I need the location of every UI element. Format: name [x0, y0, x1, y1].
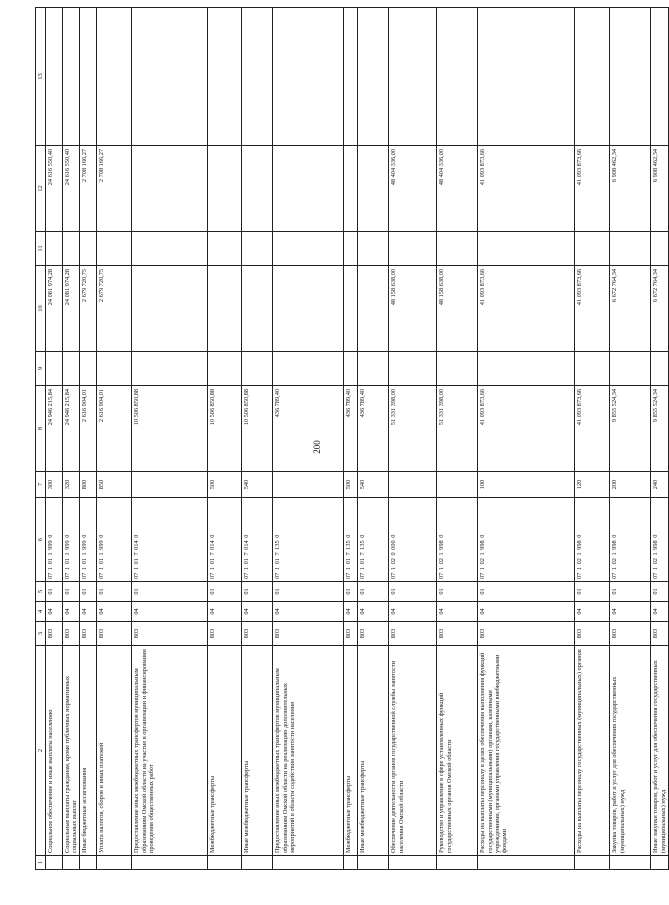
amount-col-12: [273, 146, 344, 232]
subsection-code: 01: [437, 582, 478, 602]
row-name: Обеспечение деятельности органов государственной службы занятости населения Омской области: [389, 646, 437, 856]
amount-col-8: 9 855 524,34: [610, 386, 651, 472]
amount-col-10: 24 081 974,28: [46, 266, 63, 352]
row-index-cell: [575, 856, 610, 870]
table-body: [46, 8, 669, 870]
section-code: 04: [80, 602, 97, 622]
amount-col-13: [389, 8, 437, 146]
target-article-code: 07 1 01 7 135 0: [358, 498, 389, 582]
amount-col-8: 436 789,40: [273, 386, 344, 472]
table-row: [344, 8, 358, 870]
amount-col-12: [208, 146, 242, 232]
expense-type-code: [273, 472, 344, 498]
expense-type-code: [437, 472, 478, 498]
ministry-code: 803: [344, 622, 358, 646]
amount-col-13: [132, 8, 208, 146]
row-index-cell: [344, 856, 358, 870]
amount-col-13: [208, 8, 242, 146]
amount-col-13: [478, 8, 575, 146]
ministry-code: 803: [437, 622, 478, 646]
section-code: 04: [610, 602, 651, 622]
subsection-code: 01: [208, 582, 242, 602]
amount-col-8: 51 331 398,00: [437, 386, 478, 472]
amount-col-11: [575, 232, 610, 266]
ministry-code: 803: [358, 622, 389, 646]
table-row: [437, 8, 478, 870]
table-row: [610, 8, 651, 870]
section-code: 04: [208, 602, 242, 622]
amount-col-8: 41 093 873,66: [575, 386, 610, 472]
row-index-cell: [80, 856, 97, 870]
ministry-code: 803: [389, 622, 437, 646]
amount-col-8: 9 855 524,34: [651, 386, 668, 472]
amount-col-10: 2 679 720,75: [80, 266, 97, 352]
target-article-code: 07 1 02 1 998 0: [651, 498, 668, 582]
amount-col-12: [132, 146, 208, 232]
ministry-code: 803: [208, 622, 242, 646]
amount-col-11: [208, 232, 242, 266]
row-name: Иные межбюджетные трансферты: [358, 646, 389, 856]
section-code: 04: [437, 602, 478, 622]
column-number-11: 11: [36, 232, 46, 266]
subsection-code: 01: [97, 582, 132, 602]
column-number-8: 8: [36, 386, 46, 472]
row-index-cell: [610, 856, 651, 870]
page-number: 200: [311, 440, 322, 454]
amount-col-10: [132, 266, 208, 352]
amount-col-10: [273, 266, 344, 352]
row-name: Руководство и управление в сфере установленных функций государственных органов Омской области: [437, 646, 478, 856]
amount-col-9: [46, 352, 63, 386]
amount-col-12: 41 093 873,66: [478, 146, 575, 232]
column-number-5: 5: [36, 582, 46, 602]
amount-col-11: [63, 232, 80, 266]
table-row: [389, 8, 437, 870]
row-name: Социальные выплаты гражданам, кроме публичных нормативных социальных выплат: [63, 646, 80, 856]
amount-col-13: [610, 8, 651, 146]
column-number-4: 4: [36, 602, 46, 622]
row-name: Уплата налогов, сборов и иных платежей: [97, 646, 132, 856]
target-article-code: 07 1 02 1 998 0: [610, 498, 651, 582]
target-article-code: 07 1 01 7 014 0: [242, 498, 273, 582]
amount-col-12: [358, 146, 389, 232]
expense-type-code: [389, 472, 437, 498]
amount-col-10: 6 672 764,34: [651, 266, 668, 352]
amount-col-13: [344, 8, 358, 146]
amount-col-11: [437, 232, 478, 266]
target-article-code: 07 1 01 7 014 0: [132, 498, 208, 582]
ministry-code: 803: [575, 622, 610, 646]
column-number-2: 2: [36, 646, 46, 856]
amount-col-12: 41 093 873,66: [575, 146, 610, 232]
section-code: 04: [63, 602, 80, 622]
row-name: Межбюджетные трансферты: [208, 646, 242, 856]
amount-col-11: [610, 232, 651, 266]
amount-col-12: 2 708 166,27: [97, 146, 132, 232]
target-article-code: 07 1 01 1 999 0: [46, 498, 63, 582]
amount-col-10: 41 093 873,66: [478, 266, 575, 352]
header-row: [36, 8, 46, 870]
amount-col-12: [344, 146, 358, 232]
table-row: [651, 8, 668, 870]
amount-col-10: 48 158 638,00: [389, 266, 437, 352]
amount-col-8: 2 616 904,01: [80, 386, 97, 472]
ministry-code: 803: [80, 622, 97, 646]
amount-col-13: [242, 8, 273, 146]
amount-col-13: [97, 8, 132, 146]
expense-type-code: 300: [46, 472, 63, 498]
row-index-cell: [389, 856, 437, 870]
ministry-code: 803: [651, 622, 668, 646]
ministry-code: 803: [63, 622, 80, 646]
subsection-code: 01: [273, 582, 344, 602]
amount-col-11: [242, 232, 273, 266]
amount-col-12: [242, 146, 273, 232]
table-row: [358, 8, 389, 870]
subsection-code: 01: [389, 582, 437, 602]
expense-type-code: 320: [63, 472, 80, 498]
budget-table: [35, 7, 669, 870]
target-article-code: 07 1 01 1 999 0: [97, 498, 132, 582]
row-index-cell: [273, 856, 344, 870]
amount-col-9: [242, 352, 273, 386]
amount-col-8: 436 789,40: [344, 386, 358, 472]
amount-col-11: [344, 232, 358, 266]
amount-col-12: 48 404 336,00: [389, 146, 437, 232]
section-code: 04: [273, 602, 344, 622]
amount-col-11: [389, 232, 437, 266]
target-article-code: 07 1 01 7 135 0: [273, 498, 344, 582]
row-index-cell: [651, 856, 668, 870]
table-row: [273, 8, 344, 870]
amount-col-12: 24 616 550,40: [46, 146, 63, 232]
subsection-code: 01: [478, 582, 575, 602]
section-code: 04: [97, 602, 132, 622]
row-name: Социальное обеспечение и иные выплаты населению: [46, 646, 63, 856]
amount-col-9: [610, 352, 651, 386]
column-number-1: 1: [36, 856, 46, 870]
amount-col-13: [651, 8, 668, 146]
amount-col-10: 48 158 638,00: [437, 266, 478, 352]
table-row: [80, 8, 97, 870]
row-name: Межбюджетные трансферты: [344, 646, 358, 856]
subsection-code: 01: [63, 582, 80, 602]
amount-col-8: 2 616 904,01: [97, 386, 132, 472]
amount-col-10: 24 081 974,28: [63, 266, 80, 352]
amount-col-8: 51 331 398,00: [389, 386, 437, 472]
column-number-10: 10: [36, 266, 46, 352]
ministry-code: 803: [478, 622, 575, 646]
section-code: 04: [242, 602, 273, 622]
amount-col-9: [389, 352, 437, 386]
amount-col-8: 41 093 873,66: [478, 386, 575, 472]
section-code: 04: [389, 602, 437, 622]
row-name: Расходы на выплаты персоналу государственных (муниципальных) органов: [575, 646, 610, 856]
section-code: 04: [132, 602, 208, 622]
row-name: Закупка товаров, работ и услуг для обеспечения государственных (муниципальных) нужд: [610, 646, 651, 856]
subsection-code: 01: [46, 582, 63, 602]
row-name: Иные межбюджетные трансферты: [242, 646, 273, 856]
amount-col-9: [63, 352, 80, 386]
target-article-code: 07 1 01 7 135 0: [344, 498, 358, 582]
amount-col-13: [437, 8, 478, 146]
row-index-cell: [478, 856, 575, 870]
row-index-cell: [132, 856, 208, 870]
target-article-code: 07 1 01 7 014 0: [208, 498, 242, 582]
expense-type-code: 100: [478, 472, 575, 498]
subsection-code: 01: [344, 582, 358, 602]
subsection-code: 01: [358, 582, 389, 602]
amount-col-9: [437, 352, 478, 386]
column-number-7: 7: [36, 472, 46, 498]
table-row: [132, 8, 208, 870]
amount-col-8: 10 506 850,88: [208, 386, 242, 472]
subsection-code: 01: [651, 582, 668, 602]
expense-type-code: 850: [97, 472, 132, 498]
amount-col-8: 10 506 850,88: [242, 386, 273, 472]
amount-col-10: [208, 266, 242, 352]
target-article-code: 07 1 02 1 998 0: [437, 498, 478, 582]
column-number-6: 6: [36, 498, 46, 582]
column-number-3: 3: [36, 622, 46, 646]
amount-col-9: [80, 352, 97, 386]
ministry-code: 803: [132, 622, 208, 646]
target-article-code: 07 1 01 1 999 0: [80, 498, 97, 582]
row-name: Предоставление иных межбюджетных трансфертов муниципальным образованиям Омской области на участие в организации и финансировании проведения общественных работ: [132, 646, 208, 856]
subsection-code: 01: [80, 582, 97, 602]
section-code: 04: [651, 602, 668, 622]
amount-col-10: [344, 266, 358, 352]
row-name: Расходы на выплаты персоналу в целях обеспечения выполнения функций государственными (муниципальными) органами, казенными учреждениями, органами управления государственными внебюджетными фондами: [478, 646, 575, 856]
amount-col-12: 48 404 336,00: [437, 146, 478, 232]
amount-col-9: [273, 352, 344, 386]
row-name: Предоставление иных межбюджетных трансфертов муниципальным образованиям Омской области на реализацию дополнительных мероприятий в области содействия занятости населения: [273, 646, 344, 856]
table-row: [46, 8, 63, 870]
amount-col-8: 24 946 215,84: [46, 386, 63, 472]
ministry-code: 803: [273, 622, 344, 646]
section-code: 04: [478, 602, 575, 622]
subsection-code: 01: [610, 582, 651, 602]
section-code: 04: [344, 602, 358, 622]
expense-type-code: 800: [80, 472, 97, 498]
row-name: Иные бюджетные ассигнования: [80, 646, 97, 856]
row-index-cell: [358, 856, 389, 870]
expense-type-code: 240: [651, 472, 668, 498]
target-article-code: 07 1 01 1 999 0: [63, 498, 80, 582]
amount-col-8: 24 946 215,84: [63, 386, 80, 472]
amount-col-10: 41 093 873,66: [575, 266, 610, 352]
expense-type-code: 200: [610, 472, 651, 498]
section-code: 04: [358, 602, 389, 622]
amount-col-9: [208, 352, 242, 386]
ministry-code: 803: [242, 622, 273, 646]
table-row: [242, 8, 273, 870]
amount-col-8: 436 789,40: [358, 386, 389, 472]
row-name: Иные закупки товаров, работ и услуг для обеспечения государственных (муниципальных) нужд: [651, 646, 668, 856]
ministry-code: 803: [610, 622, 651, 646]
amount-col-9: [478, 352, 575, 386]
amount-col-9: [97, 352, 132, 386]
amount-col-11: [80, 232, 97, 266]
amount-col-13: [63, 8, 80, 146]
amount-col-9: [344, 352, 358, 386]
amount-col-13: [358, 8, 389, 146]
amount-col-11: [478, 232, 575, 266]
amount-col-13: [575, 8, 610, 146]
row-index-cell: [97, 856, 132, 870]
amount-col-12: 24 616 550,40: [63, 146, 80, 232]
subsection-code: 01: [575, 582, 610, 602]
amount-col-11: [273, 232, 344, 266]
subsection-code: 01: [242, 582, 273, 602]
table-row: [97, 8, 132, 870]
amount-col-10: 2 679 720,75: [97, 266, 132, 352]
ministry-code: 803: [46, 622, 63, 646]
amount-col-13: [80, 8, 97, 146]
expense-type-code: 120: [575, 472, 610, 498]
amount-col-12: 6 908 462,34: [610, 146, 651, 232]
column-number-9: 9: [36, 352, 46, 386]
amount-col-9: [132, 352, 208, 386]
expense-type-code: 500: [344, 472, 358, 498]
table-row: [208, 8, 242, 870]
row-index-cell: [63, 856, 80, 870]
amount-col-9: [358, 352, 389, 386]
expense-type-code: 540: [242, 472, 273, 498]
target-article-code: 07 1 02 1 998 0: [478, 498, 575, 582]
amount-col-10: 6 672 764,34: [610, 266, 651, 352]
amount-col-13: [273, 8, 344, 146]
ministry-code: 803: [97, 622, 132, 646]
row-index-cell: [437, 856, 478, 870]
section-code: 04: [46, 602, 63, 622]
table-row: [575, 8, 610, 870]
amount-col-12: 2 708 166,27: [80, 146, 97, 232]
expense-type-code: 500: [208, 472, 242, 498]
target-article-code: 07 1 02 1 998 0: [575, 498, 610, 582]
rotated-table-container: [35, 8, 667, 870]
amount-col-13: [46, 8, 63, 146]
amount-col-9: [575, 352, 610, 386]
amount-col-11: [358, 232, 389, 266]
section-code: 04: [575, 602, 610, 622]
amount-col-9: [651, 352, 668, 386]
column-number-13: 13: [36, 8, 46, 146]
amount-col-11: [46, 232, 63, 266]
table-row: [63, 8, 80, 870]
column-number-12: 12: [36, 146, 46, 232]
expense-type-code: 540: [358, 472, 389, 498]
amount-col-11: [651, 232, 668, 266]
expense-type-code: [132, 472, 208, 498]
row-index-cell: [242, 856, 273, 870]
target-article-code: 07 1 02 0 000 0: [389, 498, 437, 582]
amount-col-11: [132, 232, 208, 266]
amount-col-8: 10 506 850,88: [132, 386, 208, 472]
amount-col-12: 6 908 462,34: [651, 146, 668, 232]
table-row: [478, 8, 575, 870]
amount-col-10: [242, 266, 273, 352]
row-index-cell: [46, 856, 63, 870]
amount-col-11: [97, 232, 132, 266]
subsection-code: 01: [132, 582, 208, 602]
amount-col-10: [358, 266, 389, 352]
row-index-cell: [208, 856, 242, 870]
